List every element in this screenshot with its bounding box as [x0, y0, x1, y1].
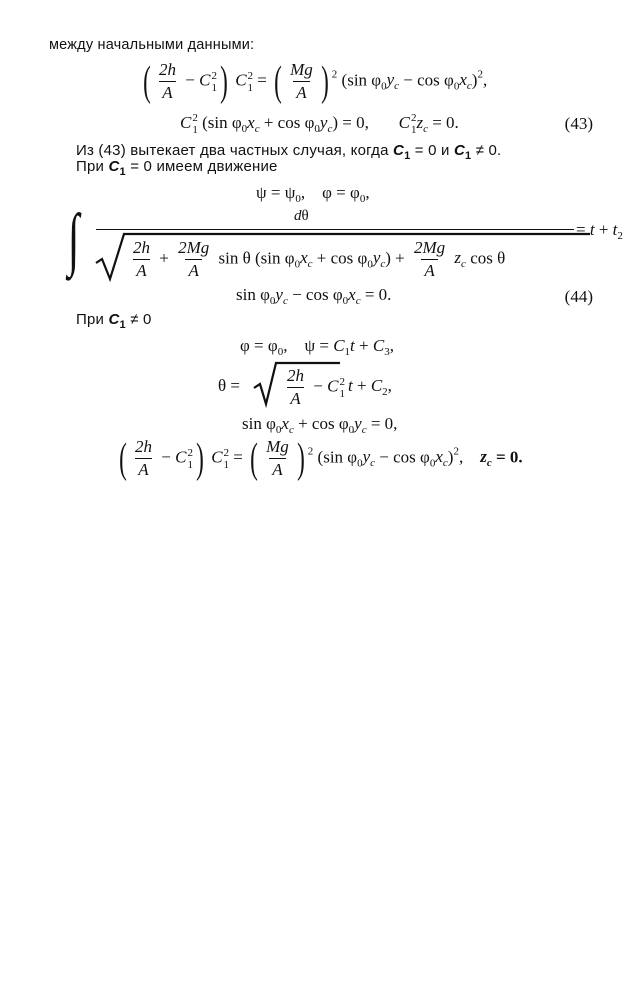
eq44-line3: $\sin \varphi_0y_c - \cos \varphi_0x_c = 0$.	[236, 285, 392, 307]
eq43-line1: ( $\frac{2h}{A}$ − C 2 1 ) C 2 1 = ( $\frac{Mg}{A}$ ) $^2$ (sin $\varphi_0y_c - \cos \varphi_0x_c)^2$,	[143, 58, 488, 105]
eq43-line2: C 2 1 (sin $\varphi_0x_c + \cos \varphi_0y_c) = 0$, C 2 1 $z_c = 0$.	[180, 112, 459, 136]
integral-sign: ∫	[67, 201, 80, 278]
paragraph-c1-nonzero: При $C_1 \ne 0$	[76, 311, 152, 331]
eq44-line1: $\psi = \psi_0$, $\varphi = \varphi_0$,	[256, 183, 370, 205]
eq45-line3: $\sin \varphi_0x_c + \cos \varphi_0y_c = 0$,	[242, 414, 398, 436]
eq45-line2: θ = $\frac{2h}{A}$ − C 2 1 $t + C_2$,	[218, 360, 418, 410]
eq45-line4: ( $\frac{2h}{A}$ − C 2 1 ) C 2 1 = ( $\frac{Mg}{A}$ ) $^2$ (sin $\varphi_0y_c - \cos \varphi_0x_c)^2$, $z_c = 0$.	[119, 435, 523, 482]
intro-text: между начальными данными:	[49, 37, 255, 53]
paragraph-cases: Из (43) вытекает два частных случая, когда $C_1 = 0$ и $C_1 \ne 0$.	[76, 142, 502, 162]
eq45-line1: $\varphi = \varphi_0$, $\psi = C_1t + C_3$,	[240, 336, 394, 358]
eq44-number: (44)	[564, 287, 593, 306]
eq43-number: (43)	[564, 114, 593, 133]
paragraph-c1-zero: При $C_1 = 0$ имеем движение	[76, 158, 278, 178]
